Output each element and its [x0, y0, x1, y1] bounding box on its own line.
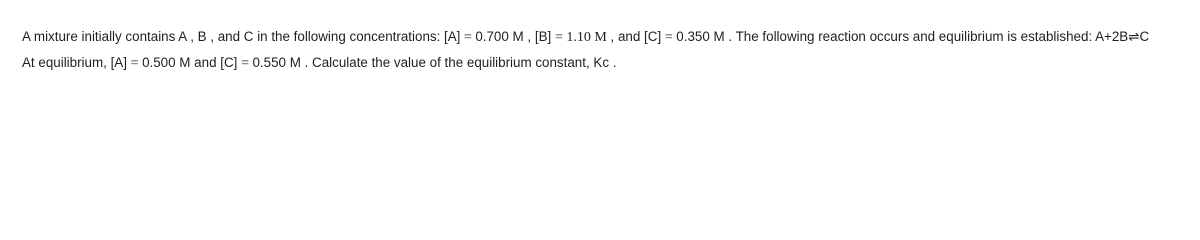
equals-sign: =	[241, 56, 253, 71]
initial-a-value: 0.700 M	[475, 29, 524, 44]
initial-c-value: 0.350 M	[676, 29, 725, 44]
equilibrium-c-value: 0.550 M	[252, 55, 301, 70]
problem-line-2	[22, 50, 1192, 76]
equals-sign: =	[664, 30, 677, 45]
separator-b: , [B]	[523, 29, 555, 44]
intro-text: A mixture initially contains A , B , and C in the following concentrations: [A]	[22, 29, 461, 44]
equals-sign: =	[460, 30, 476, 45]
problem-line-1	[22, 24, 1192, 50]
separator-c: , and [C]	[606, 29, 665, 44]
reaction-text: . The following reaction occurs and equilibrium is established: A+2B⇌C	[724, 29, 1150, 44]
equals-sign: =	[554, 30, 567, 45]
question-text: . Calculate the value of the equilibrium constant, Kc .	[300, 55, 617, 70]
separator-c-eq: and [C]	[190, 55, 242, 70]
equals-sign: =	[130, 56, 143, 71]
problem-statement	[22, 24, 1192, 76]
equilibrium-a-value: 0.500 M	[142, 55, 191, 70]
equilibrium-intro: At equilibrium, [A]	[22, 55, 131, 70]
initial-b-value: 1.10 M	[566, 30, 607, 45]
